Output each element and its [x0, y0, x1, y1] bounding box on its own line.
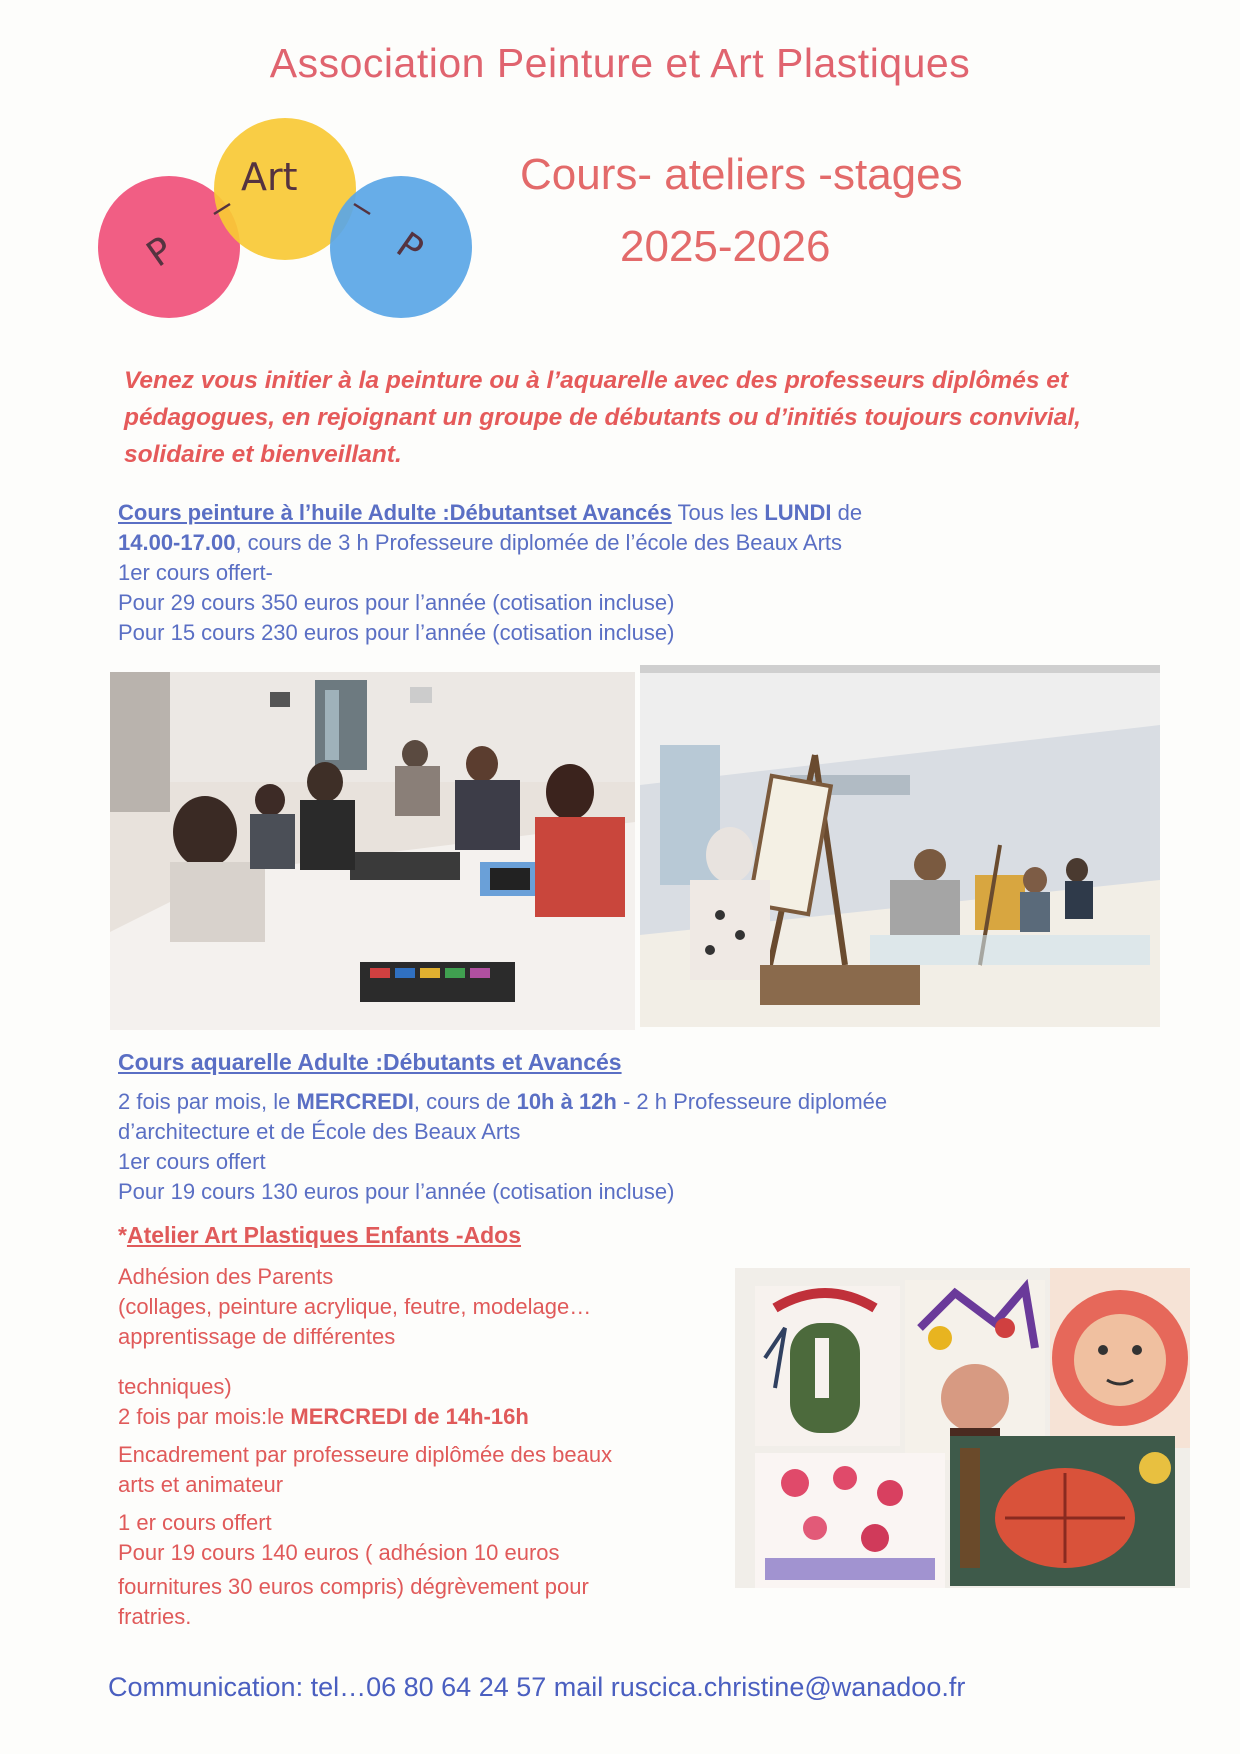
kids-workshop-schedule: 2 fois par mois:le MERCREDI de 14h-16h [118, 1404, 529, 1429]
subtitle-activities: Cours- ateliers -stages [520, 150, 963, 199]
oil-course-price-15: Pour 15 cours 230 euros pour l’année (cotisation incluse) [118, 620, 675, 645]
oil-course-line2: 14.00-17.00, cours de 3 h Professeure diplomée de l’école des Beaux Arts [118, 530, 843, 555]
kids-workshop-techniques: techniques) [118, 1374, 232, 1399]
kids-workshop-membership: Adhésion des Parents [118, 1264, 334, 1289]
logo-letter-left: P [139, 229, 181, 276]
kids-workshop-supervision-cont: arts et animateur [118, 1472, 284, 1497]
watercolor-course-block [118, 1047, 1078, 1207]
watercolor-course-line1: 2 fois par mois, le MERCREDI, cours de 10h à 12h - 2 h Professeure diplomée [118, 1089, 888, 1114]
intro-paragraph: Venez vous initier à la peinture ou à l’aquarelle avec des professeurs diplômés et pédagogues, en rejoignant un groupe de débutants ou d’initiés toujours convivial, solidaire et bienveillant. [124, 367, 1081, 468]
oil-course-time: 14.00-17.00 [118, 530, 236, 555]
kids-workshop-learning: apprentissage de différentes [118, 1324, 396, 1349]
association-title: Association Peinture et Art Plastiques [269, 40, 971, 86]
watercolor-course-price: Pour 19 cours 130 euros pour l’année (cotisation incluse) [118, 1179, 675, 1204]
kids-workshop-supervision: Encadrement par professeure diplômée des beaux [118, 1442, 613, 1467]
logo-letter-right: P [388, 224, 431, 271]
kids-workshop-siblings: fratries. [118, 1604, 192, 1629]
painting-class-photo-1 [110, 672, 635, 1030]
oil-course-day: LUNDI [764, 500, 832, 525]
kids-workshop-activities: (collages, peinture acrylique, feutre, modelage… [118, 1294, 592, 1319]
watercolor-course-offer: 1er cours offert [118, 1149, 266, 1174]
watercolor-course-title: Cours aquarelle Adulte :Débutants et Avancés [118, 1049, 622, 1075]
oil-course-offer: 1er cours offert- [118, 560, 273, 585]
painting-class-photo-2 [640, 665, 1160, 1027]
oil-course-price-29: Pour 29 cours 350 euros pour l’année (cotisation incluse) [118, 590, 675, 615]
watercolor-course-day: MERCREDI [296, 1089, 414, 1114]
oil-course-block [118, 498, 1078, 648]
logo [98, 118, 478, 323]
footer-contact: Communication: tel…06 80 64 24 57 mail ruscica.christine@wanadoo.fr [108, 1672, 966, 1702]
oil-course-line1: Cours peinture à l’huile Adulte :Débutantset Avancés Tous les LUNDI de [118, 500, 863, 525]
watercolor-course-time: 10h à 12h [516, 1089, 617, 1114]
children-artworks-collage [735, 1268, 1190, 1588]
kids-workshop-star: * [118, 1222, 127, 1248]
watercolor-course-qualification: d’architecture et de École des Beaux Arts [118, 1119, 521, 1144]
kids-workshop-block [118, 1220, 698, 1632]
kids-workshop-day: MERCREDI [290, 1404, 408, 1429]
subtitle-season: 2025-2026 [620, 222, 831, 271]
oil-course-title: Cours peinture à l’huile Adulte :Débutantset Avancés [118, 500, 672, 525]
kids-workshop-offer: 1 er cours offert [118, 1510, 272, 1535]
logo-letter-center: Art [241, 155, 298, 199]
kids-workshop-price: Pour 19 cours 140 euros ( adhésion 10 euros [118, 1540, 560, 1565]
kids-workshop-title: Atelier Art Plastiques Enfants -Ados [126, 1222, 522, 1248]
kids-workshop-supplies: fournitures 30 euros compris) dégrèvement pour [118, 1574, 589, 1599]
